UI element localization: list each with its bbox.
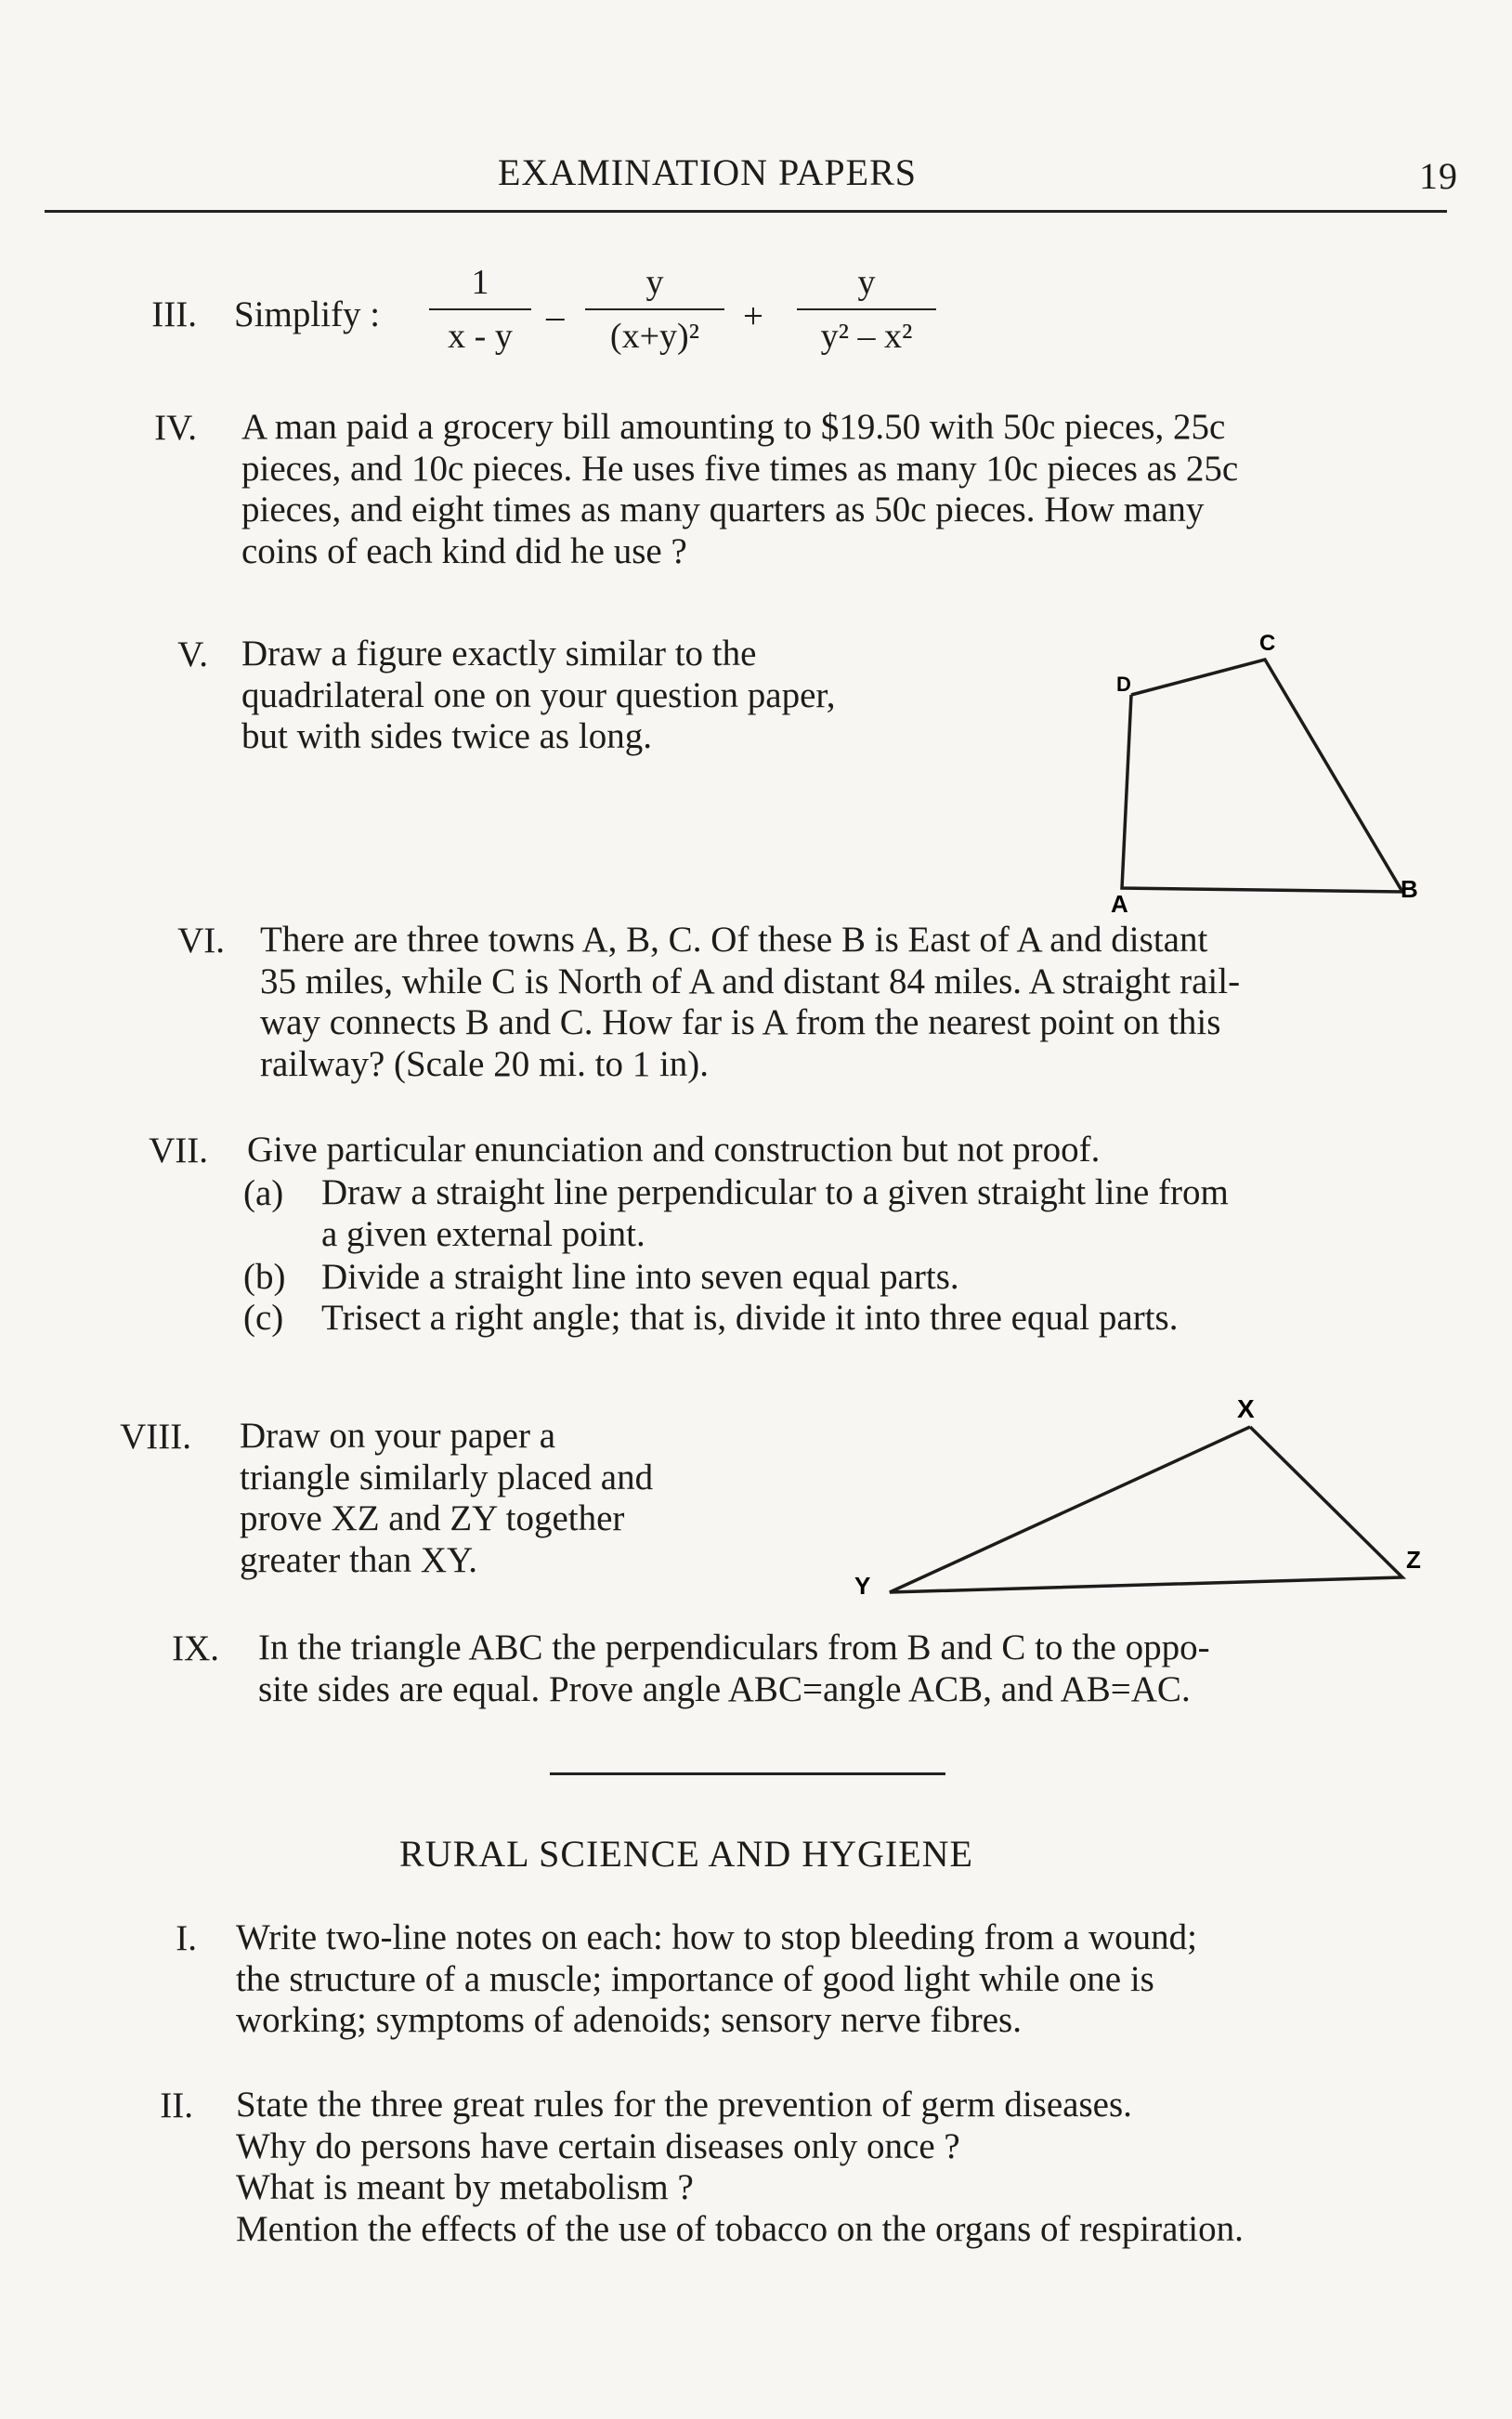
fraction-denominator: (x+y)²	[609, 317, 700, 356]
hygiene-question-1-text	[236, 1917, 1449, 2042]
question-number: VIII.	[120, 1417, 191, 1457]
hygiene-question-2-text	[236, 2085, 1449, 2250]
text-line: the structure of a muscle; importance of good light while one is	[236, 1958, 1154, 1999]
text-line: Draw a straight line perpendicular to a given straight line from	[321, 1172, 1229, 1212]
text-line: greater than XY.	[240, 1539, 477, 1580]
subpart-a-text	[321, 1172, 1449, 1255]
section-divider	[550, 1772, 945, 1775]
triangle-figure	[817, 1384, 1449, 1607]
question-number: III.	[151, 294, 197, 334]
text-line: a given external point.	[321, 1213, 645, 1254]
quadrilateral-outline	[1122, 660, 1402, 892]
question-7-text	[247, 1130, 1449, 1171]
plus-sign: +	[743, 296, 763, 336]
subpart-label-b: (b)	[243, 1257, 286, 1297]
text-line: A man paid a grocery bill amounting to $19.50 with 50c pieces, 25c	[241, 407, 1226, 447]
text-line: coins of each kind did he use ?	[241, 530, 687, 571]
minus-sign: –	[546, 296, 565, 336]
fraction-1	[429, 262, 531, 357]
vertex-label-x: X	[1237, 1394, 1255, 1423]
fraction-numerator: y	[857, 263, 876, 302]
vertex-label-c: C	[1259, 631, 1276, 656]
question-6-text	[260, 920, 1449, 1085]
fraction-bar	[585, 308, 724, 310]
question-8-text	[240, 1416, 765, 1581]
page-number: 19	[1419, 155, 1458, 197]
text-line: pieces, and eight times as many quarters as 50c pieces. How many	[241, 490, 1205, 530]
vertex-label-y: Y	[854, 1572, 871, 1600]
fraction-numerator: 1	[471, 263, 489, 302]
question-7-intro: Give particular enunciation and construction but not proof.	[247, 1130, 1101, 1170]
text-line: There are three towns A, B, C. Of these B is East of A and distant	[260, 920, 1208, 960]
text-line: way connects B and C. How far is A from the nearest point on this	[260, 1002, 1221, 1042]
section-title: RURAL SCIENCE AND HYGIENE	[399, 1833, 973, 1875]
text-line: Mention the effects of the use of tobacco on the organs of respiration.	[236, 2208, 1244, 2249]
text-line: pieces, and 10c pieces. He uses five times as many 10c pieces as 25c	[241, 448, 1239, 489]
vertex-label-d: D	[1116, 673, 1131, 696]
subpart-label-c: (c)	[243, 1298, 284, 1338]
question-number: VI.	[177, 921, 225, 961]
question-number: IX.	[172, 1628, 219, 1668]
text-line: Draw on your paper a	[240, 1416, 556, 1456]
fraction-denominator: x - y	[448, 317, 513, 356]
text-line: quadrilateral one on your question paper,	[241, 674, 836, 715]
text-line: 35 miles, while C is North of A and distant 84 miles. A straight rail-	[260, 961, 1241, 1001]
question-number: I.	[176, 1918, 197, 1958]
vertex-label-z: Z	[1406, 1546, 1421, 1574]
triangle-outline	[890, 1427, 1402, 1592]
simplify-label: Simplify :	[234, 294, 381, 334]
text-line: In the triangle ABC the perpendiculars from B and C to the oppo-	[258, 1628, 1210, 1667]
question-number: VII.	[149, 1131, 208, 1170]
question-number: II.	[160, 2086, 193, 2125]
fraction-3	[797, 262, 936, 357]
text-line: working; symptoms of adenoids; sensory nerve fibres.	[236, 2000, 1022, 2040]
fraction-bar	[429, 308, 531, 310]
text-line: railway? (Scale 20 mi. to 1 in).	[260, 1043, 710, 1084]
text-line: State the three great rules for the prevention of germ diseases.	[236, 2085, 1132, 2125]
question-9-text	[258, 1628, 1449, 1710]
quadrilateral-figure	[1012, 622, 1449, 920]
question-4-text	[241, 407, 1447, 572]
subpart-c-text: Trisect a right angle; that is, divide it into three equal parts.	[321, 1298, 1179, 1338]
fraction-2	[585, 262, 724, 357]
subpart-label-a: (a)	[243, 1173, 284, 1213]
header-rule	[45, 210, 1447, 213]
fraction-numerator: y	[645, 263, 664, 302]
text-line: triangle similarly placed and	[240, 1457, 654, 1497]
text-line: Why do persons have certain diseases only once ?	[236, 2125, 960, 2166]
text-line: site sides are equal. Prove angle ABC=angle ACB, and AB=AC.	[258, 1668, 1191, 1709]
text-line: Write two-line notes on each: how to stop bleeding from a wound;	[236, 1917, 1197, 1957]
vertex-label-a: A	[1111, 890, 1128, 918]
question-5-text	[241, 634, 1012, 758]
vertex-label-b: B	[1401, 875, 1418, 903]
text-line: prove XZ and ZY together	[240, 1498, 625, 1538]
text-line: Draw a figure exactly similar to the	[241, 634, 757, 673]
fraction-bar	[797, 308, 936, 310]
text-line: but with sides twice as long.	[241, 716, 652, 756]
fraction-denominator: y² – x²	[820, 317, 913, 356]
text-line: What is meant by metabolism ?	[236, 2167, 694, 2207]
subpart-b-text: Divide a straight line into seven equal parts.	[321, 1257, 959, 1297]
question-number: IV.	[154, 408, 197, 448]
question-number: V.	[177, 634, 208, 674]
running-header-title: EXAMINATION PAPERS	[498, 151, 918, 193]
